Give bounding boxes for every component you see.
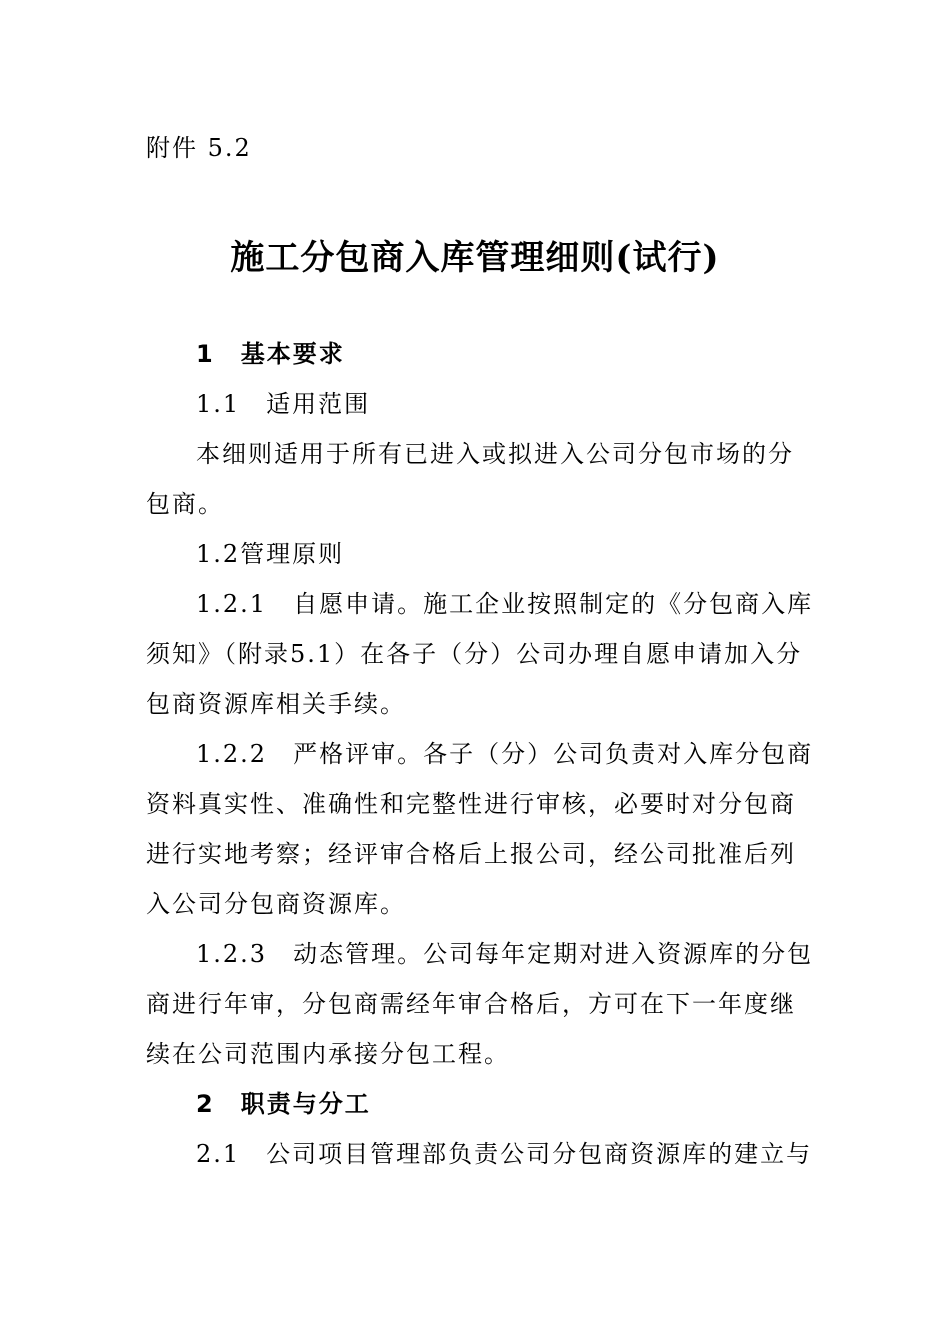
subsection-heading-1-1: 1.1 适用范围 [196,390,371,418]
paragraph-line: 包商。 [146,490,224,518]
paragraph-line: 1.2.2 严格评审。各子（分）公司负责对入库分包商 [196,740,814,768]
attachment-label: 附件 5.2 [146,134,252,162]
paragraph-line: 续在公司范围内承接分包工程。 [146,1040,510,1068]
subsection-heading-1-2: 1.2管理原则 [196,540,345,568]
section-heading-2: 2 职责与分工 [196,1090,371,1118]
paragraph-line: 包商资源库相关手续。 [146,690,406,718]
paragraph-line: 须知》（附录5.1）在各子（分）公司办理自愿申请加入分 [146,640,803,668]
paragraph-line: 2.1 公司项目管理部负责公司分包商资源库的建立与 [196,1140,813,1168]
section-heading-1: 1 基本要求 [196,340,345,368]
paragraph-line: 本细则适用于所有已进入或拟进入公司分包市场的分 [196,440,794,468]
paragraph-line: 资料真实性、准确性和完整性进行审核，必要时对分包商 [146,790,796,818]
paragraph-line: 1.2.3 动态管理。公司每年定期对进入资源库的分包 [196,940,814,968]
paragraph-line: 进行实地考察；经评审合格后上报公司，经公司批准后列 [146,840,796,868]
document-title: 施工分包商入库管理细则(试行) [230,238,720,278]
paragraph-line: 入公司分包商资源库。 [146,890,406,918]
paragraph-line: 1.2.1 自愿申请。施工企业按照制定的《分包商入库 [196,590,814,618]
paragraph-line: 商进行年审，分包商需经年审合格后，方可在下一年度继 [146,990,796,1018]
